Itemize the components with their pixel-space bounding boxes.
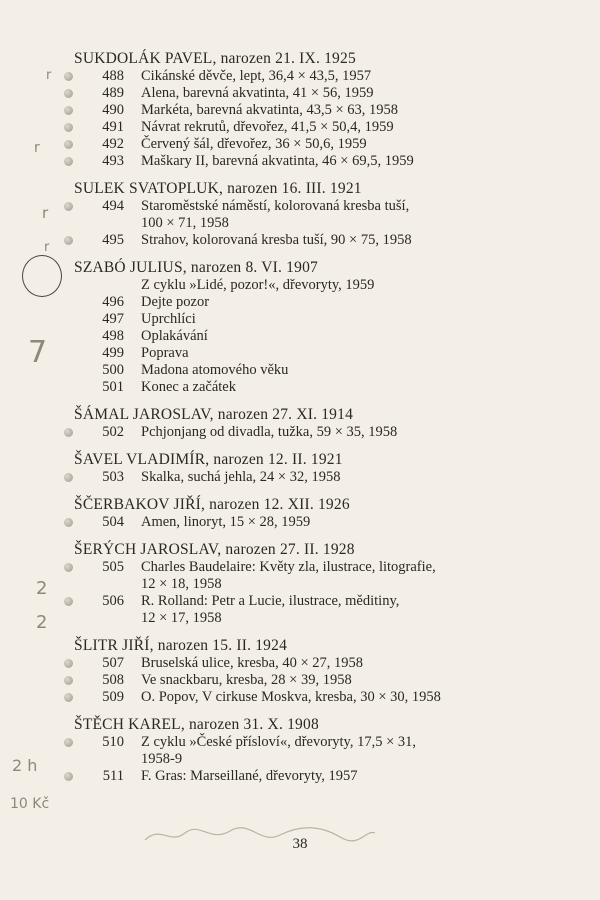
sticker-dot-icon <box>64 140 73 149</box>
sticker-dot-icon <box>64 676 73 685</box>
entry-number: 501 <box>102 379 124 395</box>
catalog-entry <box>74 672 544 689</box>
catalog-entry <box>74 68 544 85</box>
sticker-dot-icon <box>64 106 73 115</box>
entry-text-block <box>141 559 544 593</box>
entry-number: 509 <box>102 689 124 705</box>
artist-birth: narozen 21. IX. 1925 <box>220 50 356 67</box>
catalog-entry <box>74 345 544 362</box>
entry-description: Staroměstské náměstí, kolorovaná kresba tuší, <box>141 198 410 214</box>
artist-heading <box>74 716 544 734</box>
circle-stamp-mark <box>22 255 62 297</box>
catalog-entry <box>74 424 544 441</box>
artist-list <box>74 50 544 795</box>
artist-birth: narozen 16. III. 1921 <box>227 180 362 197</box>
artist-name: SUKDOLÁK PAVEL, <box>74 50 217 67</box>
entry-number: 498 <box>102 328 124 344</box>
artist-section <box>74 541 544 627</box>
catalog-entry <box>74 232 544 249</box>
artist-name: ŠÁMAL JAROSLAV, <box>74 406 214 423</box>
entry-description: Alena, barevná akvatinta, 41 × 56, 1959 <box>141 85 374 101</box>
artist-section <box>74 259 544 396</box>
entry-number: 493 <box>102 153 124 169</box>
entry-text-block <box>141 362 544 379</box>
artist-name: ŠTĚCH KAREL, <box>74 716 185 733</box>
sticker-dot-icon <box>64 563 73 572</box>
cycle-subheading: Z cyklu »Lidé, pozor!«, dřevoryty, 1959 <box>141 277 375 293</box>
entry-text-block <box>141 311 544 328</box>
artist-heading <box>74 496 544 514</box>
catalog-entry <box>74 153 544 170</box>
margin-mark: 2 <box>36 612 48 633</box>
entry-text-block <box>141 119 544 136</box>
entry-number: 491 <box>102 119 124 135</box>
margin-mark: r <box>46 68 52 83</box>
entry-description: O. Popov, V cirkuse Moskva, kresba, 30 × 30, 1958 <box>141 689 441 705</box>
sticker-dot-icon <box>64 693 73 702</box>
entry-description: Pchjonjang od divadla, tužka, 59 × 35, 1958 <box>141 424 398 440</box>
entry-description: Maškary II, barevná akvatinta, 46 × 69,5, 1959 <box>141 153 414 169</box>
artist-heading <box>74 406 544 424</box>
entry-number: 504 <box>102 514 124 530</box>
entry-description: Dejte pozor <box>141 294 210 310</box>
entry-description-continued: 1958-9 <box>141 751 183 767</box>
sticker-dot-icon <box>64 597 73 606</box>
catalog-entry <box>74 136 544 153</box>
entry-text-block <box>141 328 544 345</box>
entry-description-continued: 100 × 71, 1958 <box>141 215 229 231</box>
artist-heading <box>74 637 544 655</box>
entry-number: 497 <box>102 311 124 327</box>
entry-description: Markéta, barevná akvatinta, 43,5 × 63, 1958 <box>141 102 399 118</box>
entry-number: 496 <box>102 294 124 310</box>
margin-mark: r <box>42 204 49 222</box>
catalog-entry <box>74 294 544 311</box>
margin-mark: 7 <box>28 335 48 370</box>
entry-description: Amen, linoryt, 15 × 28, 1959 <box>141 514 311 530</box>
artist-section <box>74 716 544 785</box>
artist-section <box>74 180 544 249</box>
artist-heading <box>74 451 544 469</box>
entry-text-block <box>141 232 544 249</box>
artist-heading <box>74 180 544 198</box>
page-number: 38 <box>292 836 308 852</box>
artist-section <box>74 50 544 170</box>
margin-mark: 2 h <box>12 756 38 775</box>
entry-description: Oplakávání <box>141 328 208 344</box>
entry-text-block <box>141 102 544 119</box>
entry-text-block <box>141 294 544 311</box>
entry-number: 503 <box>102 469 124 485</box>
sticker-dot-icon <box>64 659 73 668</box>
artist-name: ŠČERBAKOV JIŘÍ, <box>74 496 206 513</box>
entry-description: Z cyklu »České přísloví«, dřevoryty, 17,5 × 31, <box>141 734 417 750</box>
entry-text-block <box>141 68 544 85</box>
entry-number: 488 <box>102 68 124 84</box>
margin-mark: r <box>34 140 40 156</box>
entry-number: 510 <box>102 734 124 750</box>
entry-description: Uprchlíci <box>141 311 196 327</box>
catalog-entry <box>74 379 544 396</box>
catalog-entry <box>74 119 544 136</box>
entry-description: R. Rolland: Petr a Lucie, ilustrace, měditiny, <box>141 593 400 609</box>
entry-text-block <box>141 655 544 672</box>
artist-birth: narozen 12. XII. 1926 <box>209 496 350 513</box>
sticker-dot-icon <box>64 157 73 166</box>
catalog-entry <box>74 655 544 672</box>
entry-text-block <box>141 198 544 232</box>
artist-heading <box>74 259 544 277</box>
entry-number: 508 <box>102 672 124 688</box>
entry-number: 511 <box>102 768 124 784</box>
artist-section <box>74 637 544 706</box>
entry-number: 499 <box>102 345 124 361</box>
catalog-entry <box>74 198 544 232</box>
entry-description: Poprava <box>141 345 189 361</box>
entry-description: Konec a začátek <box>141 379 236 395</box>
artist-name: SULEK SVATOPLUK, <box>74 180 224 197</box>
entry-description: Ve snackbaru, kresba, 28 × 39, 1958 <box>141 672 352 688</box>
entry-text-block <box>141 345 544 362</box>
entry-description-continued: 12 × 18, 1958 <box>141 576 222 592</box>
entry-number: 492 <box>102 136 124 152</box>
artist-name: ŠERÝCH JAROSLAV, <box>74 541 222 558</box>
entry-number: 507 <box>102 655 124 671</box>
catalog-entry <box>74 328 544 345</box>
margin-mark: 10 Kč <box>10 796 50 812</box>
catalog-entry <box>74 311 544 328</box>
artist-heading <box>74 50 544 68</box>
entry-text-block <box>141 469 544 486</box>
sticker-dot-icon <box>64 123 73 132</box>
entry-description: Madona atomového věku <box>141 362 289 378</box>
sticker-dot-icon <box>64 473 73 482</box>
artist-birth: narozen 8. VI. 1907 <box>190 259 318 276</box>
entry-number: 500 <box>102 362 124 378</box>
entry-text-block <box>141 153 544 170</box>
entry-number: 502 <box>102 424 124 440</box>
sticker-dot-icon <box>64 236 73 245</box>
entry-text-block <box>141 593 544 627</box>
catalog-entry <box>74 593 544 627</box>
sticker-dot-icon <box>64 518 73 527</box>
entry-number: 506 <box>102 593 124 609</box>
sticker-dot-icon <box>64 428 73 437</box>
entry-text-block <box>141 136 544 153</box>
entry-description: Charles Baudelaire: Květy zla, ilustrace, litografie, <box>141 559 436 575</box>
entry-description: Skalka, suchá jehla, 24 × 32, 1958 <box>141 469 341 485</box>
entry-text-block <box>141 379 544 396</box>
artist-name: SZABÓ JULIUS, <box>74 259 187 276</box>
artist-birth: narozen 15. II. 1924 <box>157 637 288 654</box>
entry-number: 505 <box>102 559 124 575</box>
artist-section <box>74 496 544 531</box>
artist-section <box>74 451 544 486</box>
entry-description: Červený šál, dřevořez, 36 × 50,6, 1959 <box>141 136 367 152</box>
sticker-dot-icon <box>64 72 73 81</box>
artist-birth: narozen 27. XI. 1914 <box>217 406 354 423</box>
catalog-entry <box>74 734 544 768</box>
entry-description-continued: 12 × 17, 1958 <box>141 610 222 626</box>
artist-birth: narozen 12. II. 1921 <box>213 451 343 468</box>
entry-number: 490 <box>102 102 124 118</box>
catalog-entry <box>74 102 544 119</box>
artist-birth: narozen 27. II. 1928 <box>225 541 355 558</box>
artist-section <box>74 406 544 441</box>
entry-text-block <box>141 672 544 689</box>
margin-mark: 2 <box>36 578 48 599</box>
entry-text-block <box>141 689 544 706</box>
entry-number: 495 <box>102 232 124 248</box>
entry-text-block <box>141 424 544 441</box>
entry-description: Bruselská ulice, kresba, 40 × 27, 1958 <box>141 655 364 671</box>
entry-text-block <box>141 85 544 102</box>
entry-description: Cikánské děvče, lept, 36,4 × 43,5, 1957 <box>141 68 372 84</box>
artist-name: ŠAVEL VLADIMÍR, <box>74 451 210 468</box>
catalog-entry <box>74 362 544 379</box>
entry-number: 489 <box>102 85 124 101</box>
catalog-entry <box>74 514 544 531</box>
entry-description: F. Gras: Marseillané, dřevoryty, 1957 <box>141 768 358 784</box>
catalog-entry <box>74 85 544 102</box>
entry-description: Strahov, kolorovaná kresba tuší, 90 × 75, 1958 <box>141 232 412 248</box>
sticker-dot-icon <box>64 202 73 211</box>
artist-birth: narozen 31. X. 1908 <box>188 716 319 733</box>
entry-description: Návrat rekrutů, dřevořez, 41,5 × 50,4, 1959 <box>141 119 394 135</box>
artist-heading <box>74 541 544 559</box>
catalog-entry <box>74 469 544 486</box>
catalog-entry <box>74 768 544 785</box>
sticker-dot-icon <box>64 772 73 781</box>
entry-text-block <box>141 768 544 785</box>
artist-name: ŠLITR JIŘÍ, <box>74 637 154 654</box>
entry-text-block <box>141 734 544 768</box>
entry-number: 494 <box>102 198 124 214</box>
sticker-dot-icon <box>64 738 73 747</box>
entry-text-block <box>141 514 544 531</box>
catalog-entry <box>74 689 544 706</box>
margin-mark: r <box>44 240 50 255</box>
catalog-entry <box>74 559 544 593</box>
sticker-dot-icon <box>64 89 73 98</box>
